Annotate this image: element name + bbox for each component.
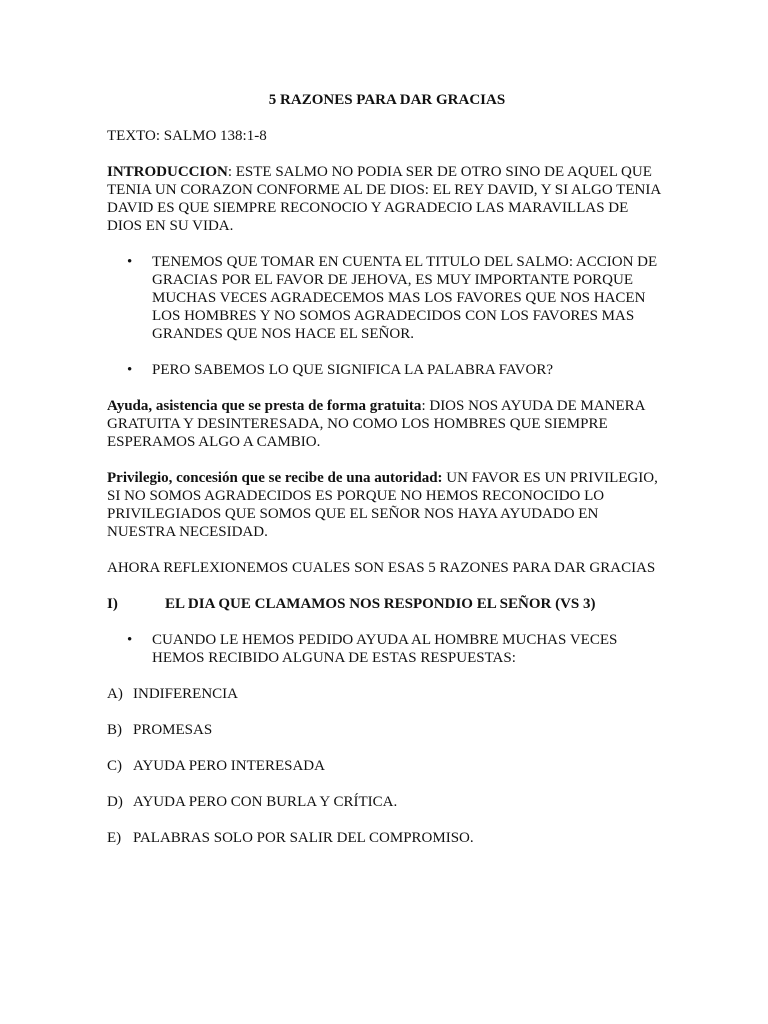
reflection-paragraph: AHORA REFLEXIONEMOS CUALES SON ESAS 5 RAZONES PARA DAR GRACIAS [107,560,656,576]
lettered-item [107,721,667,739]
definition-paragraph-privilege [107,469,667,541]
list-item-text: PERO SABEMOS LO QUE SIGNIFICA LA PALABRA FAVOR? [152,362,554,378]
definition-label: Privilegio, concesión que se recibe de una autoridad: [107,470,443,486]
list-item-text: TENEMOS QUE TOMAR EN CUENTA EL TITULO DEL SALMO: ACCION DE GRACIAS POR EL FAVOR DE JEHOVA, ES MUY IMPORTANTE PORQUE MUCHAS VECES AGRADECEMOS MAS LOS FAVORES QUE NOS HACEN LOS HOMBRES Y NO SOMOS AGRADECIDOS CON LOS FAVORES MAS GRANDES QUE NOS HACE EL SEÑOR. [152,254,658,342]
lettered-item [107,829,667,847]
definition-paragraph-help [107,397,667,451]
item-text: AYUDA PERO CON BURLA Y CRÍTICA. [133,794,398,810]
lettered-item [107,685,667,703]
item-text: PALABRAS SOLO POR SALIR DEL COMPROMISO. [133,830,474,846]
introduction-text: : ESTE SALMO NO PODIA SER DE OTRO SINO DE AQUEL QUE TENIA UN CORAZON CONFORME AL DE DIOS: EL REY DAVID, Y SI ALGO TENIA DAVID ES QUE SIEMPRE RECONOCIO Y AGRADECIO LAS MARAVILLAS DE DIOS EN SU VIDA. [107,164,661,234]
bullet-icon: • [127,362,133,378]
section-number: I) [107,596,118,612]
list-item-text: CUANDO LE HEMOS PEDIDO AYUDA AL HOMBRE MUCHAS VECES HEMOS RECIBIDO ALGUNA DE ESTAS RESPUESTAS: [152,632,618,666]
document-title: 5 RAZONES PARA DAR GRACIAS [268,92,506,108]
bullet-list-responses [107,631,667,667]
item-letter: D) [107,794,123,810]
item-letter: E) [107,830,122,846]
list-item [107,361,667,379]
section-heading [107,595,667,613]
definition-text: : DIOS NOS AYUDA DE MANERA GRATUITA Y DESINTERESADA, NO COMO LOS HOMBRES QUE SIEMPRE ESPERAMOS ALGO A CAMBIO. [107,398,645,450]
item-letter: A) [107,686,123,702]
item-letter: B) [107,722,122,738]
list-item [107,253,667,343]
lettered-item [107,793,667,811]
introduction-paragraph [107,163,667,235]
item-text: INDIFERENCIA [133,686,238,702]
definition-text: UN FAVOR ES UN PRIVILEGIO, SI NO SOMOS AGRADECIDOS ES PORQUE NO HEMOS RECONOCIDO LO PRIVILEGIADOS QUE SOMOS QUE EL SEÑOR NOS HAYA AYUDADO EN NUESTRA NECESIDAD. [107,470,658,540]
bullet-list-title [107,253,667,379]
bullet-icon: • [127,254,133,270]
item-text: AYUDA PERO INTERESADA [133,758,325,774]
item-text: PROMESAS [133,722,213,738]
list-item [107,631,667,667]
text-reference: TEXTO: SALMO 138:1-8 [107,128,267,144]
lettered-item [107,757,667,775]
definition-label: Ayuda, asistencia que se presta de forma gratuita [107,398,422,414]
section-heading-text: EL DIA QUE CLAMAMOS NOS RESPONDIO EL SEÑOR (VS 3) [165,596,596,612]
bullet-icon: • [127,632,133,648]
item-letter: C) [107,758,122,774]
document-page [107,91,667,865]
introduction-label: INTRODUCCION [107,164,228,180]
